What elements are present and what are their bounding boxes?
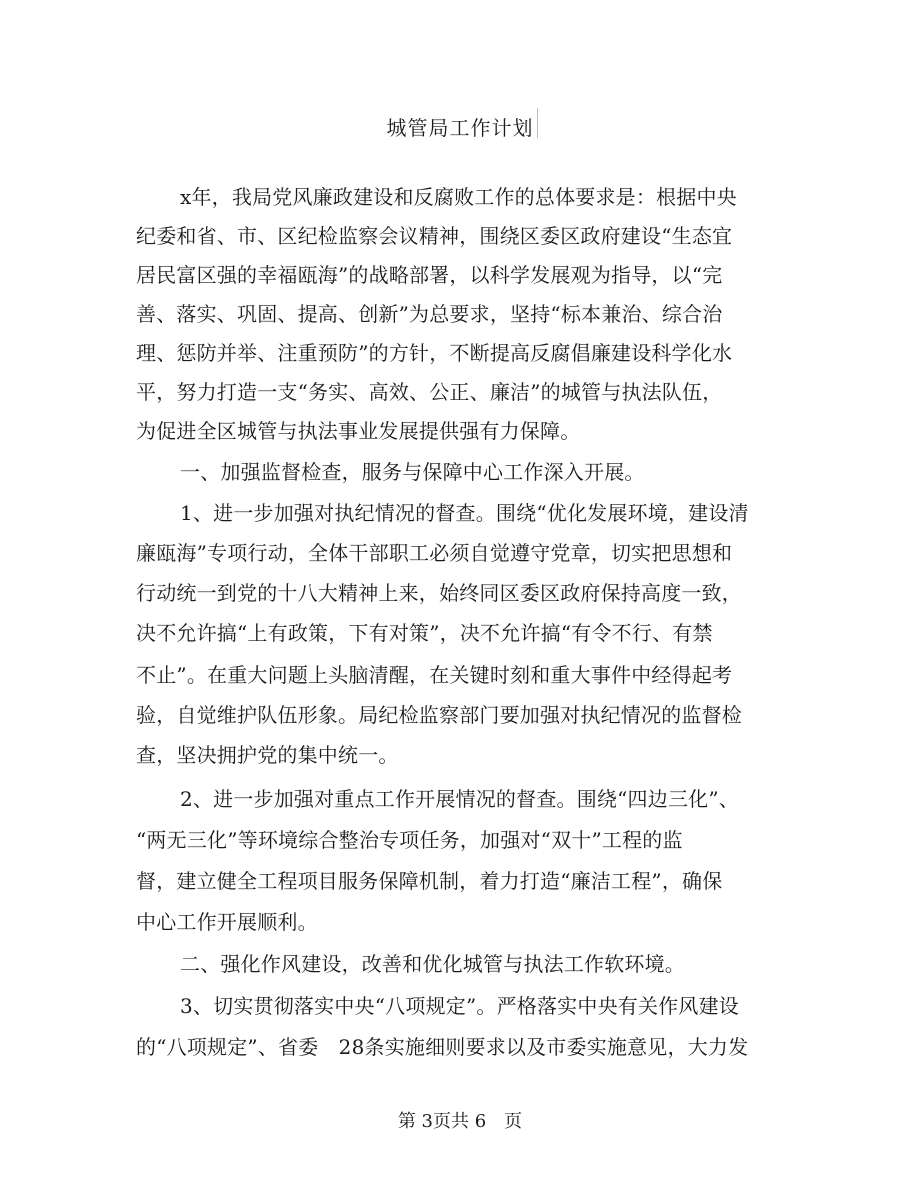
text-line: 的“八项规定”、省委 28条实施细则要求以及市委实施意见，大力发: [136, 1035, 749, 1059]
section-heading: 一、加强监督检查，服务与保障中心工作深入开展。: [180, 460, 645, 484]
page-title: 城管局工作计划: [386, 116, 534, 140]
title-divider: [537, 108, 538, 138]
text-line: 廉瓯海”专项行动，全体干部职工必须自觉遵守党章，切实把思想和: [136, 541, 733, 565]
text-line: 决不允许搞“上有政策，下有对策”，决不允许搞“有令不行、有禁: [136, 621, 713, 645]
text-line: 纪委和省、市、区纪检监察会议精神，围绕区委区政府建设“生态宜: [136, 224, 733, 248]
text-line: 中心工作开展顺利。: [136, 910, 318, 934]
text-line: 不止”。在重大问题上头脑清醒，在关键时刻和重大事件中经得起考: [136, 663, 733, 687]
page-number-footer: 第 3页共 6 页: [397, 1111, 523, 1132]
text-line: “两无三化”等环境综合整治专项任务，加强对“双十”工程的监: [136, 828, 683, 852]
section-heading: 二、强化作风建设，改善和优化城管与执法工作软环境。: [180, 952, 685, 976]
text-line: 验，自觉维护队伍形象。局纪检监察部门要加强对执纪情况的监督检: [136, 703, 742, 727]
text-line: 理、惩防并举、注重预防”的方针，不断提高反腐倡廉建设科学化水: [136, 341, 733, 365]
text-line: 居民富区强的幸福瓯海”的战略部署，以科学发展观为指导，以“完: [136, 263, 723, 287]
text-line: 行动统一到党的十八大精神上来，始终同区委区政府保持高度一致，: [136, 581, 742, 605]
text-line: 1、进一步加强对执纪情况的督查。围绕“优化发展环境，建设清: [180, 501, 749, 525]
text-line: 督，建立健全工程项目服务保障机制，着力打造“廉洁工程”，确保: [136, 869, 723, 893]
text-line: 3、切实贯彻落实中央“八项规定”。严格落实中央有关作风建设: [180, 994, 739, 1018]
text-line: 查，坚决拥护党的集中统一。: [136, 743, 399, 767]
text-line: 善、落实、巩固、提高、创新”为总要求，坚持“标本兼治、综合治: [136, 302, 723, 326]
text-line: 2、进一步加强对重点工作开展情况的督查。围绕“四边三化”、: [180, 787, 739, 811]
text-line: x年，我局党风廉政建设和反腐败工作的总体要求是：根据中央: [180, 185, 737, 209]
text-line: 为促进全区城管与执法事业发展提供强有力保障。: [136, 419, 581, 443]
text-line: 平，努力打造一支“务实、高效、公正、廉洁”的城管与执法队伍，: [136, 380, 723, 404]
